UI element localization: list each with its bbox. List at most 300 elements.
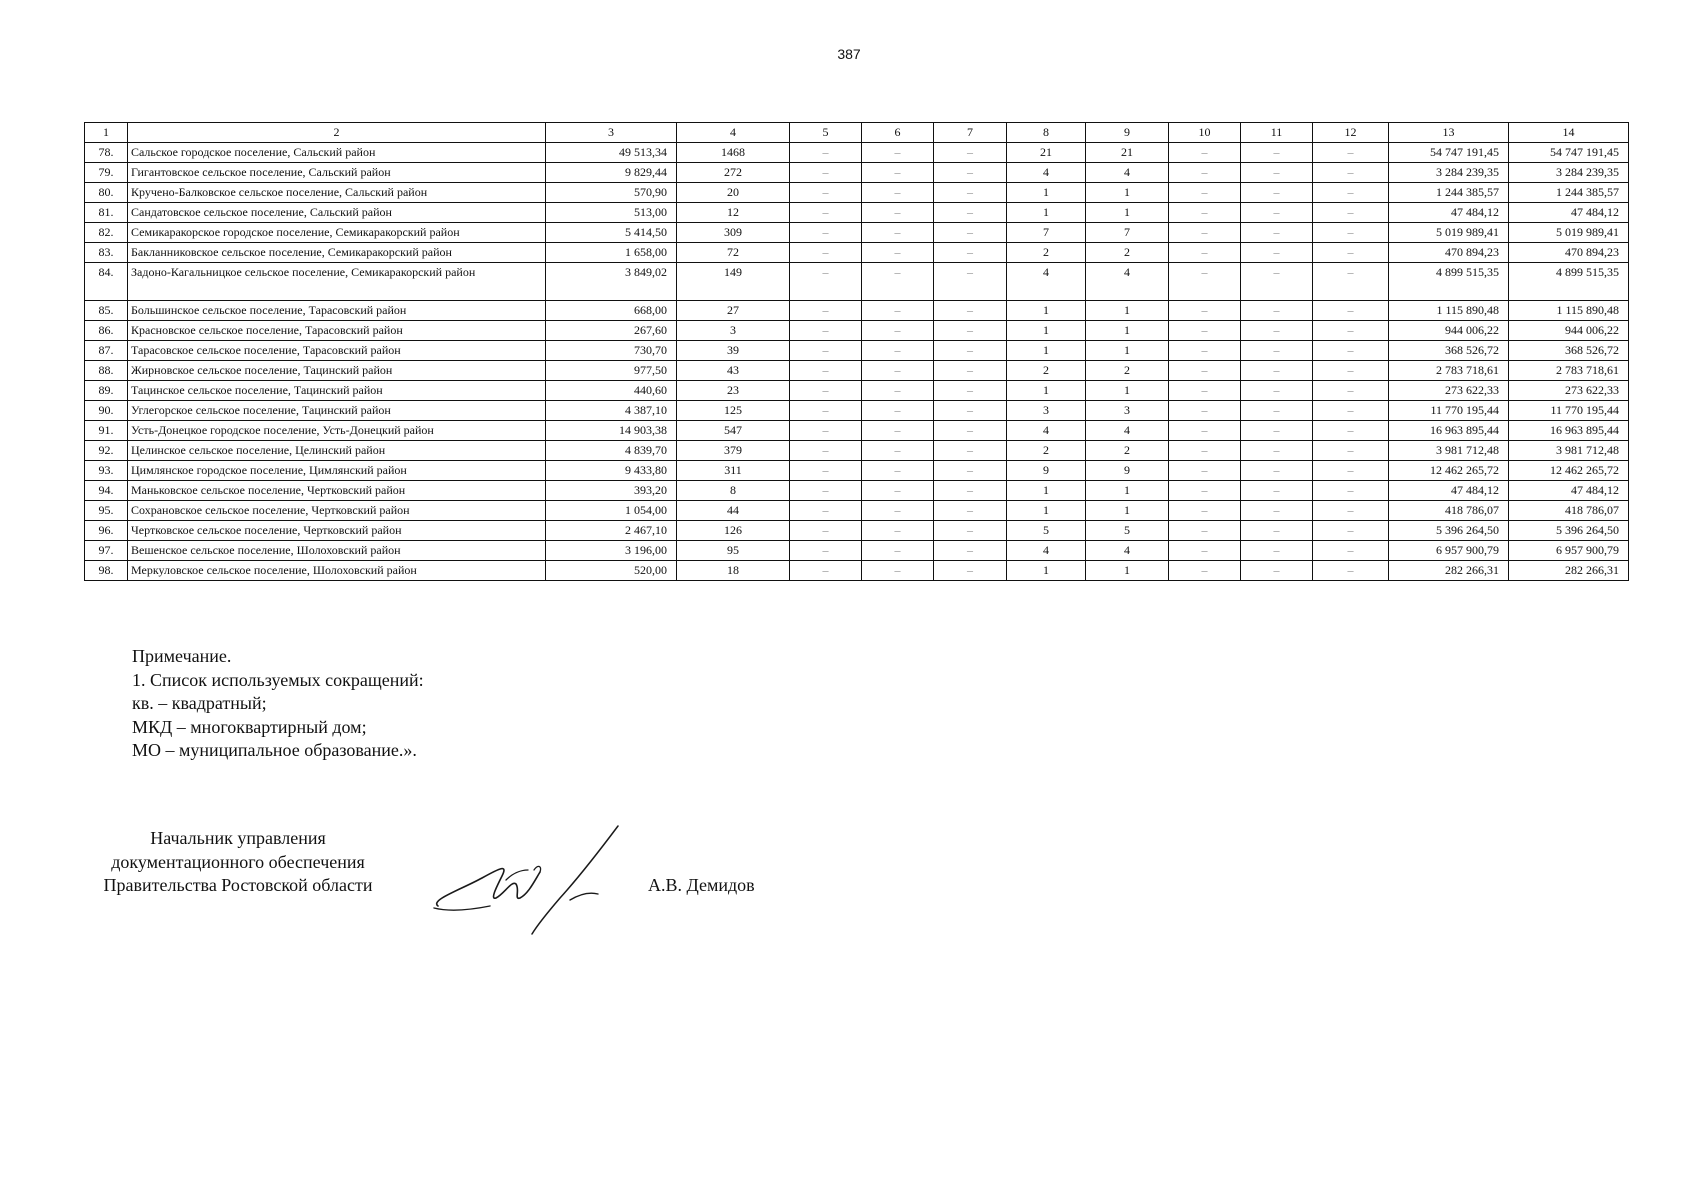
cell-houses-count-2: 3 xyxy=(1086,401,1169,421)
cell-area: 3 849,02 xyxy=(546,263,677,301)
header-cell-settlement-name: 2 xyxy=(128,123,546,143)
cell-area: 977,50 xyxy=(546,361,677,381)
cell-cost-total-2: 3 981 712,48 xyxy=(1509,441,1629,461)
cell-col-6: – xyxy=(862,541,934,561)
cell-col-12: – xyxy=(1313,223,1389,243)
cell-row-number: 91. xyxy=(85,421,128,441)
cell-area: 9 433,80 xyxy=(546,461,677,481)
cell-houses-count-2: 2 xyxy=(1086,441,1169,461)
cell-cost-total: 3 981 712,48 xyxy=(1389,441,1509,461)
cell-row-number: 88. xyxy=(85,361,128,381)
table-row xyxy=(85,223,1629,243)
cell-cost-total: 418 786,07 xyxy=(1389,501,1509,521)
cell-col-5: – xyxy=(790,143,862,163)
cell-cost-total-2: 282 266,31 xyxy=(1509,561,1629,581)
cell-houses-count: 4 xyxy=(1007,163,1086,183)
table-row xyxy=(85,361,1629,381)
cell-settlement-name: Задоно-Кагальницкое сельское поселение, Семикаракорский район xyxy=(128,263,546,301)
cell-col-5: – xyxy=(790,321,862,341)
header-cell-residents: 4 xyxy=(677,123,790,143)
cell-col-11: – xyxy=(1241,163,1313,183)
cell-settlement-name: Чертковское сельское поселение, Чертковский район xyxy=(128,521,546,541)
cell-cost-total-2: 54 747 191,45 xyxy=(1509,143,1629,163)
cell-settlement-name: Сандатовское сельское поселение, Сальский район xyxy=(128,203,546,223)
signatory-title-line: Начальник управления xyxy=(150,828,326,848)
cell-area: 14 903,38 xyxy=(546,421,677,441)
cell-col-12: – xyxy=(1313,481,1389,501)
cell-residents: 27 xyxy=(677,301,790,321)
cell-cost-total-2: 47 484,12 xyxy=(1509,203,1629,223)
header-cell-row-number: 1 xyxy=(85,123,128,143)
table-row xyxy=(85,421,1629,441)
cell-cost-total-2: 368 526,72 xyxy=(1509,341,1629,361)
cell-col-11: – xyxy=(1241,441,1313,461)
cell-col-10: – xyxy=(1169,521,1241,541)
cell-houses-count-2: 1 xyxy=(1086,561,1169,581)
cell-col-5: – xyxy=(790,163,862,183)
cell-col-7: – xyxy=(934,401,1007,421)
cell-residents: 311 xyxy=(677,461,790,481)
header-cell-col-6: 6 xyxy=(862,123,934,143)
cell-cost-total: 273 622,33 xyxy=(1389,381,1509,401)
header-cell-col-7: 7 xyxy=(934,123,1007,143)
cell-row-number: 81. xyxy=(85,203,128,223)
table-row xyxy=(85,301,1629,321)
cell-cost-total: 5 396 264,50 xyxy=(1389,521,1509,541)
cell-settlement-name: Тарасовское сельское поселение, Тарасовский район xyxy=(128,341,546,361)
cell-houses-count: 1 xyxy=(1007,203,1086,223)
table-row xyxy=(85,381,1629,401)
cell-residents: 18 xyxy=(677,561,790,581)
cell-col-10: – xyxy=(1169,461,1241,481)
table-row xyxy=(85,441,1629,461)
cell-col-12: – xyxy=(1313,561,1389,581)
cell-col-6: – xyxy=(862,223,934,243)
cell-col-11: – xyxy=(1241,183,1313,203)
cell-col-12: – xyxy=(1313,203,1389,223)
table-header-row xyxy=(85,123,1629,143)
cell-row-number: 79. xyxy=(85,163,128,183)
table-row xyxy=(85,203,1629,223)
cell-col-6: – xyxy=(862,481,934,501)
cell-col-6: – xyxy=(862,361,934,381)
cell-residents: 12 xyxy=(677,203,790,223)
cell-houses-count-2: 1 xyxy=(1086,203,1169,223)
cell-cost-total-2: 273 622,33 xyxy=(1509,381,1629,401)
cell-cost-total: 2 783 718,61 xyxy=(1389,361,1509,381)
cell-col-10: – xyxy=(1169,163,1241,183)
cell-cost-total-2: 4 899 515,35 xyxy=(1509,263,1629,301)
cell-col-12: – xyxy=(1313,263,1389,301)
cell-houses-count: 1 xyxy=(1007,321,1086,341)
cell-settlement-name: Меркуловское сельское поселение, Шолоховский район xyxy=(128,561,546,581)
cell-col-5: – xyxy=(790,501,862,521)
table-row xyxy=(85,341,1629,361)
cell-row-number: 87. xyxy=(85,341,128,361)
cell-houses-count: 5 xyxy=(1007,521,1086,541)
cell-col-6: – xyxy=(862,143,934,163)
cell-cost-total-2: 944 006,22 xyxy=(1509,321,1629,341)
cell-settlement-name: Тацинское сельское поселение, Тацинский район xyxy=(128,381,546,401)
table-row xyxy=(85,541,1629,561)
cell-area: 513,00 xyxy=(546,203,677,223)
cell-col-10: – xyxy=(1169,541,1241,561)
cell-row-number: 89. xyxy=(85,381,128,401)
cell-col-5: – xyxy=(790,263,862,301)
cell-cost-total: 54 747 191,45 xyxy=(1389,143,1509,163)
cell-col-5: – xyxy=(790,541,862,561)
cell-col-10: – xyxy=(1169,321,1241,341)
cell-houses-count: 2 xyxy=(1007,243,1086,263)
cell-col-7: – xyxy=(934,461,1007,481)
cell-area: 520,00 xyxy=(546,561,677,581)
cell-col-12: – xyxy=(1313,321,1389,341)
cell-cost-total: 282 266,31 xyxy=(1389,561,1509,581)
cell-row-number: 94. xyxy=(85,481,128,501)
cell-col-11: – xyxy=(1241,521,1313,541)
cell-cost-total: 470 894,23 xyxy=(1389,243,1509,263)
cell-col-7: – xyxy=(934,561,1007,581)
cell-row-number: 83. xyxy=(85,243,128,263)
cell-houses-count-2: 4 xyxy=(1086,541,1169,561)
header-cell-col-12: 12 xyxy=(1313,123,1389,143)
table-row xyxy=(85,561,1629,581)
cell-settlement-name: Цимлянское городское поселение, Цимлянский район xyxy=(128,461,546,481)
cell-col-10: – xyxy=(1169,223,1241,243)
cell-col-10: – xyxy=(1169,243,1241,263)
cell-col-12: – xyxy=(1313,501,1389,521)
cell-col-11: – xyxy=(1241,321,1313,341)
cell-row-number: 82. xyxy=(85,223,128,243)
cell-cost-total-2: 470 894,23 xyxy=(1509,243,1629,263)
cell-cost-total: 47 484,12 xyxy=(1389,481,1509,501)
note-heading: Примечание. xyxy=(132,646,232,666)
cell-col-6: – xyxy=(862,301,934,321)
cell-area: 3 196,00 xyxy=(546,541,677,561)
cell-houses-count-2: 2 xyxy=(1086,243,1169,263)
cell-col-11: – xyxy=(1241,461,1313,481)
cell-houses-count: 1 xyxy=(1007,481,1086,501)
cell-houses-count-2: 4 xyxy=(1086,163,1169,183)
cell-col-5: – xyxy=(790,341,862,361)
cell-houses-count: 4 xyxy=(1007,421,1086,441)
table-row xyxy=(85,183,1629,203)
cell-col-7: – xyxy=(934,341,1007,361)
cell-houses-count: 4 xyxy=(1007,263,1086,301)
table-row xyxy=(85,481,1629,501)
header-cell-houses-count-2: 9 xyxy=(1086,123,1169,143)
cell-col-5: – xyxy=(790,301,862,321)
cell-row-number: 92. xyxy=(85,441,128,461)
cell-houses-count-2: 1 xyxy=(1086,341,1169,361)
cell-col-6: – xyxy=(862,461,934,481)
table-row xyxy=(85,243,1629,263)
cell-cost-total: 47 484,12 xyxy=(1389,203,1509,223)
cell-houses-count-2: 4 xyxy=(1086,263,1169,301)
cell-col-12: – xyxy=(1313,521,1389,541)
cell-col-11: – xyxy=(1241,203,1313,223)
cell-houses-count-2: 9 xyxy=(1086,461,1169,481)
cell-cost-total: 16 963 895,44 xyxy=(1389,421,1509,441)
cell-cost-total-2: 1 244 385,57 xyxy=(1509,183,1629,203)
cell-cost-total-2: 47 484,12 xyxy=(1509,481,1629,501)
cell-houses-count-2: 21 xyxy=(1086,143,1169,163)
cell-houses-count: 21 xyxy=(1007,143,1086,163)
cell-row-number: 93. xyxy=(85,461,128,481)
cell-col-10: – xyxy=(1169,361,1241,381)
cell-residents: 44 xyxy=(677,501,790,521)
cell-houses-count: 1 xyxy=(1007,561,1086,581)
cell-col-7: – xyxy=(934,361,1007,381)
cell-col-11: – xyxy=(1241,341,1313,361)
cell-settlement-name: Большинское сельское поселение, Тарасовский район xyxy=(128,301,546,321)
cell-col-7: – xyxy=(934,421,1007,441)
cell-col-6: – xyxy=(862,321,934,341)
cell-row-number: 97. xyxy=(85,541,128,561)
cell-col-5: – xyxy=(790,203,862,223)
cell-cost-total: 6 957 900,79 xyxy=(1389,541,1509,561)
cell-houses-count: 4 xyxy=(1007,541,1086,561)
cell-col-12: – xyxy=(1313,441,1389,461)
cell-cost-total-2: 11 770 195,44 xyxy=(1509,401,1629,421)
note-abbreviation-mo: МО – муниципальное образование.». xyxy=(132,740,417,760)
cell-row-number: 84. xyxy=(85,263,128,301)
cell-col-10: – xyxy=(1169,143,1241,163)
cell-area: 570,90 xyxy=(546,183,677,203)
cell-area: 393,20 xyxy=(546,481,677,501)
cell-area: 267,60 xyxy=(546,321,677,341)
cell-cost-total: 5 019 989,41 xyxy=(1389,223,1509,243)
cell-col-11: – xyxy=(1241,263,1313,301)
cell-col-11: – xyxy=(1241,541,1313,561)
signatory-title-line: документационного обеспечения xyxy=(111,851,365,872)
cell-col-10: – xyxy=(1169,301,1241,321)
cell-col-5: – xyxy=(790,401,862,421)
cell-residents: 20 xyxy=(677,183,790,203)
cell-houses-count-2: 1 xyxy=(1086,381,1169,401)
table-row xyxy=(85,263,1629,301)
cell-residents: 23 xyxy=(677,381,790,401)
cell-col-10: – xyxy=(1169,561,1241,581)
cell-settlement-name: Семикаракорское городское поселение, Семикаракорский район xyxy=(128,223,546,243)
table-row xyxy=(85,321,1629,341)
cell-residents: 43 xyxy=(677,361,790,381)
cell-col-6: – xyxy=(862,521,934,541)
cell-cost-total-2: 2 783 718,61 xyxy=(1509,361,1629,381)
cell-col-12: – xyxy=(1313,401,1389,421)
cell-col-7: – xyxy=(934,203,1007,223)
note-abbreviation-mkd: МКД – многоквартирный дом; xyxy=(132,716,367,737)
cell-cost-total-2: 12 462 265,72 xyxy=(1509,461,1629,481)
cell-col-7: – xyxy=(934,521,1007,541)
cell-residents: 39 xyxy=(677,341,790,361)
cell-col-12: – xyxy=(1313,361,1389,381)
cell-col-7: – xyxy=(934,381,1007,401)
cell-area: 9 829,44 xyxy=(546,163,677,183)
cell-area: 4 387,10 xyxy=(546,401,677,421)
cell-residents: 72 xyxy=(677,243,790,263)
cell-area: 2 467,10 xyxy=(546,521,677,541)
cell-settlement-name: Жирновское сельское поселение, Тацинский район xyxy=(128,361,546,381)
cell-row-number: 78. xyxy=(85,143,128,163)
cell-col-6: – xyxy=(862,341,934,361)
cell-col-5: – xyxy=(790,183,862,203)
cell-col-10: – xyxy=(1169,401,1241,421)
cell-residents: 379 xyxy=(677,441,790,461)
cell-houses-count-2: 1 xyxy=(1086,301,1169,321)
cell-row-number: 95. xyxy=(85,501,128,521)
cell-settlement-name: Вешенское сельское поселение, Шолоховский район xyxy=(128,541,546,561)
cell-area: 668,00 xyxy=(546,301,677,321)
cell-cost-total: 368 526,72 xyxy=(1389,341,1509,361)
cell-col-11: – xyxy=(1241,361,1313,381)
cell-col-6: – xyxy=(862,501,934,521)
cell-col-11: – xyxy=(1241,301,1313,321)
cell-row-number: 90. xyxy=(85,401,128,421)
cell-col-5: – xyxy=(790,561,862,581)
cell-settlement-name: Бакланниковское сельское поселение, Семикаракорский район xyxy=(128,243,546,263)
table-row xyxy=(85,501,1629,521)
cell-col-6: – xyxy=(862,243,934,263)
table-row xyxy=(85,401,1629,421)
header-cell-col-11: 11 xyxy=(1241,123,1313,143)
cell-cost-total-2: 6 957 900,79 xyxy=(1509,541,1629,561)
cell-houses-count: 1 xyxy=(1007,381,1086,401)
cell-col-11: – xyxy=(1241,223,1313,243)
cell-col-10: – xyxy=(1169,203,1241,223)
cell-col-12: – xyxy=(1313,381,1389,401)
cell-col-5: – xyxy=(790,361,862,381)
header-cell-cost-total-2: 14 xyxy=(1509,123,1629,143)
cell-row-number: 96. xyxy=(85,521,128,541)
cell-col-7: – xyxy=(934,321,1007,341)
cell-col-6: – xyxy=(862,381,934,401)
cell-cost-total-2: 418 786,07 xyxy=(1509,501,1629,521)
cell-residents: 8 xyxy=(677,481,790,501)
cell-col-12: – xyxy=(1313,143,1389,163)
cell-houses-count-2: 7 xyxy=(1086,223,1169,243)
cell-col-12: – xyxy=(1313,341,1389,361)
cell-residents: 95 xyxy=(677,541,790,561)
header-cell-area: 3 xyxy=(546,123,677,143)
cell-col-10: – xyxy=(1169,501,1241,521)
cell-houses-count-2: 4 xyxy=(1086,421,1169,441)
cell-cost-total-2: 1 115 890,48 xyxy=(1509,301,1629,321)
cell-col-7: – xyxy=(934,301,1007,321)
cell-col-7: – xyxy=(934,263,1007,301)
cell-houses-count: 3 xyxy=(1007,401,1086,421)
cell-settlement-name: Кручено-Балковское сельское поселение, Сальский район xyxy=(128,183,546,203)
cell-row-number: 85. xyxy=(85,301,128,321)
cell-houses-count: 7 xyxy=(1007,223,1086,243)
header-cell-houses-count: 8 xyxy=(1007,123,1086,143)
table-row xyxy=(85,163,1629,183)
cell-houses-count: 1 xyxy=(1007,301,1086,321)
cell-col-5: – xyxy=(790,441,862,461)
cell-col-11: – xyxy=(1241,143,1313,163)
cell-houses-count-2: 1 xyxy=(1086,501,1169,521)
cell-col-5: – xyxy=(790,521,862,541)
cell-area: 4 839,70 xyxy=(546,441,677,461)
cell-col-11: – xyxy=(1241,381,1313,401)
cell-residents: 126 xyxy=(677,521,790,541)
cell-col-5: – xyxy=(790,223,862,243)
cell-houses-count: 1 xyxy=(1007,183,1086,203)
cell-settlement-name: Красновское сельское поселение, Тарасовский район xyxy=(128,321,546,341)
signatory-title xyxy=(78,827,398,898)
cell-col-7: – xyxy=(934,183,1007,203)
data-table xyxy=(84,122,1629,581)
cell-residents: 125 xyxy=(677,401,790,421)
cell-houses-count: 1 xyxy=(1007,501,1086,521)
cell-houses-count-2: 1 xyxy=(1086,183,1169,203)
cell-col-5: – xyxy=(790,481,862,501)
cell-settlement-name: Целинское сельское поселение, Целинский район xyxy=(128,441,546,461)
cell-area: 440,60 xyxy=(546,381,677,401)
cell-area: 730,70 xyxy=(546,341,677,361)
table-row xyxy=(85,143,1629,163)
cell-col-11: – xyxy=(1241,421,1313,441)
cell-col-7: – xyxy=(934,481,1007,501)
cell-cost-total: 3 284 239,35 xyxy=(1389,163,1509,183)
cell-col-12: – xyxy=(1313,541,1389,561)
cell-col-7: – xyxy=(934,501,1007,521)
cell-row-number: 86. xyxy=(85,321,128,341)
header-cell-col-5: 5 xyxy=(790,123,862,143)
signatory-name: А.В. Демидов xyxy=(648,875,755,895)
cell-residents: 149 xyxy=(677,263,790,301)
cell-col-11: – xyxy=(1241,481,1313,501)
cell-residents: 309 xyxy=(677,223,790,243)
cell-settlement-name: Сохрановское сельское поселение, Чертковский район xyxy=(128,501,546,521)
cell-col-10: – xyxy=(1169,441,1241,461)
cell-area: 1 054,00 xyxy=(546,501,677,521)
cell-cost-total-2: 5 019 989,41 xyxy=(1509,223,1629,243)
cell-col-6: – xyxy=(862,401,934,421)
cell-col-5: – xyxy=(790,421,862,441)
cell-col-10: – xyxy=(1169,263,1241,301)
cell-col-7: – xyxy=(934,243,1007,263)
note-abbreviations-title: 1. Список используемых сокращений: xyxy=(132,669,424,690)
cell-col-12: – xyxy=(1313,163,1389,183)
header-cell-cost-total: 13 xyxy=(1389,123,1509,143)
cell-col-10: – xyxy=(1169,481,1241,501)
cell-col-12: – xyxy=(1313,461,1389,481)
cell-area: 5 414,50 xyxy=(546,223,677,243)
cell-cost-total: 4 899 515,35 xyxy=(1389,263,1509,301)
cell-houses-count-2: 5 xyxy=(1086,521,1169,541)
cell-col-10: – xyxy=(1169,381,1241,401)
cell-residents: 272 xyxy=(677,163,790,183)
cell-residents: 1468 xyxy=(677,143,790,163)
signatory-title-line: Правительства Ростовской области xyxy=(103,875,373,895)
cell-col-12: – xyxy=(1313,183,1389,203)
cell-area: 49 513,34 xyxy=(546,143,677,163)
cell-col-11: – xyxy=(1241,243,1313,263)
handwritten-signature xyxy=(420,820,620,935)
cell-cost-total: 12 462 265,72 xyxy=(1389,461,1509,481)
table-row xyxy=(85,521,1629,541)
cell-col-11: – xyxy=(1241,561,1313,581)
cell-settlement-name: Сальское городское поселение, Сальский район xyxy=(128,143,546,163)
cell-col-12: – xyxy=(1313,421,1389,441)
cell-row-number: 80. xyxy=(85,183,128,203)
table-row xyxy=(85,461,1629,481)
cell-settlement-name: Углегорское сельское поселение, Тацинский район xyxy=(128,401,546,421)
cell-col-10: – xyxy=(1169,183,1241,203)
cell-col-11: – xyxy=(1241,501,1313,521)
cell-cost-total-2: 5 396 264,50 xyxy=(1509,521,1629,541)
